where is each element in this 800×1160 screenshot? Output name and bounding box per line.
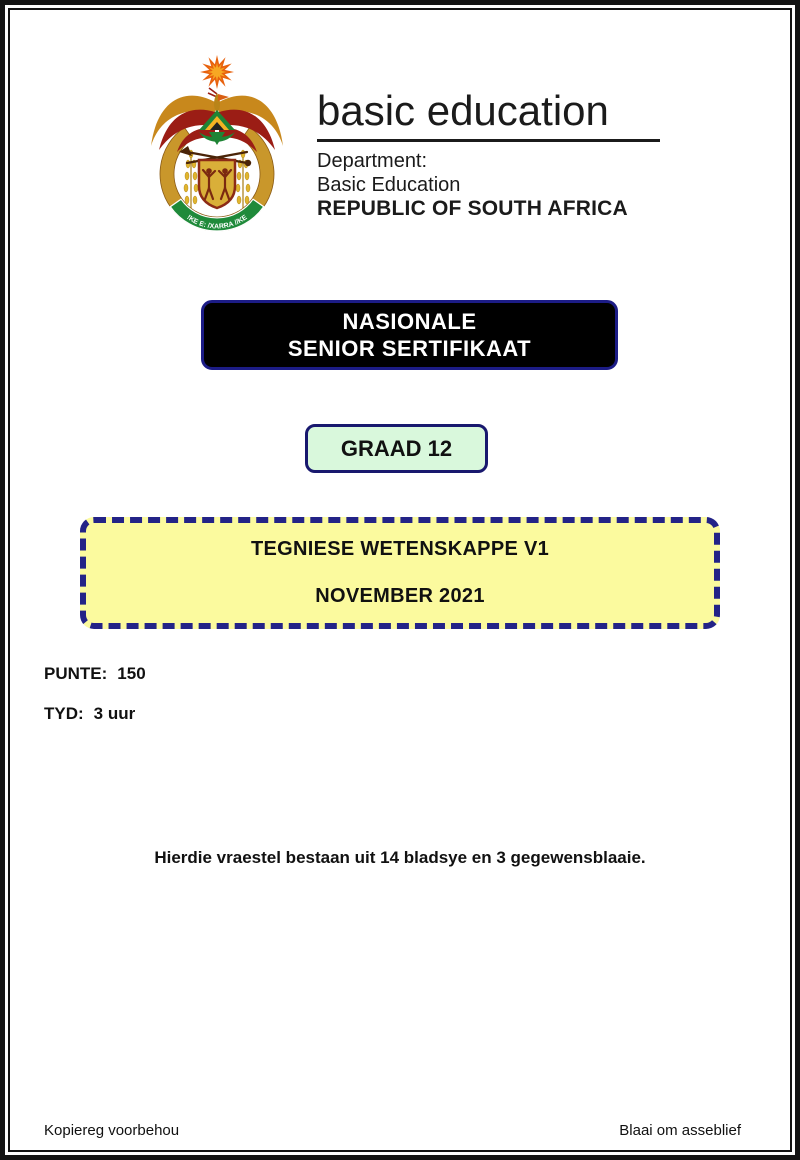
subject-banner [80,517,720,629]
certificate-banner [201,300,618,370]
marks-label: PUNTE: [44,664,108,683]
time-line [44,704,135,724]
department-label: Department: [317,150,428,173]
turn-over-notice: Blaai om asseblief [619,1122,741,1139]
time-value: 3 uur [93,704,136,723]
certificate-line2: SENIOR SERTIFIKAAT [287,336,532,361]
department-name: Basic Education [317,174,461,197]
grade-label: GRAAD 12 [340,435,453,461]
coat-of-arms-motto: !KE E: /XARRA //KE [185,214,249,231]
marks-line [44,664,146,684]
page-footer [44,1122,741,1139]
country-name: REPUBLIC OF SOUTH AFRICA [317,197,628,221]
sunburst-icon [200,55,234,89]
shield [199,160,235,208]
grade-banner [305,424,488,473]
coat-of-arms-logo [147,52,287,242]
time-label: TYD: [44,704,84,723]
masthead [317,88,677,221]
copyright-notice: Kopiereg voorbehou [44,1122,180,1139]
session-date: NOVEMBER 2021 [315,585,485,607]
page-count-note: Hierdie vraestel bestaan uit 14 bladsye en 3 gegewensblaaie. [154,848,646,867]
wordmark-underline [317,139,660,142]
marks-value: 150 [117,664,146,683]
certificate-line1: NASIONALE [342,309,477,334]
dept-wordmark: basic education [317,87,609,134]
subject-title: TEGNIESE WETENSKAPPE V1 [250,538,550,560]
